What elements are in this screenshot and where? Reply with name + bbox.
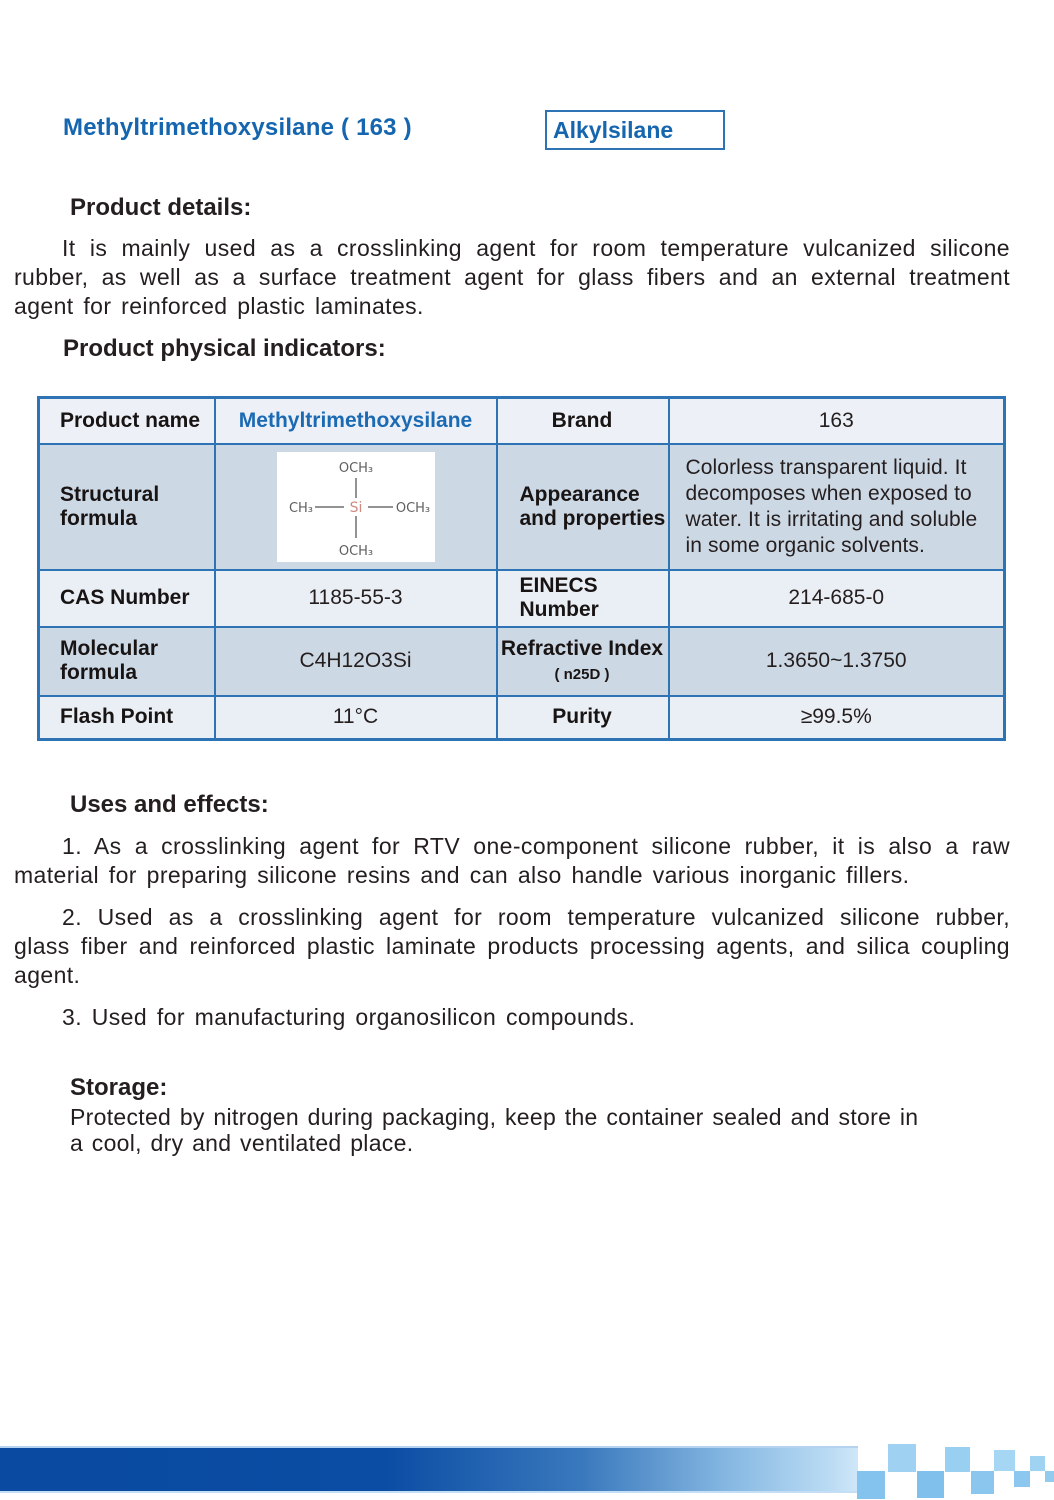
refractive-index-label <box>497 627 669 696</box>
structural-formula-cell <box>215 444 497 570</box>
refractive-index-label-text: Refractive Index <box>500 637 664 660</box>
purity-value: ≥99.5% <box>669 696 1005 740</box>
appearance-value: Colorless transparent liquid. It decomposes when exposed to water. It is irritating and soluble in some organic solvents. <box>669 444 1005 570</box>
section-heading-uses: Uses and effects: <box>70 791 269 818</box>
pixel-square <box>945 1447 970 1472</box>
section-heading-physical-indicators: Product physical indicators: <box>63 335 386 362</box>
uses-item-1: 1. As a crosslinking agent for RTV one-component silicone rubber, it is also a raw material for preparing silicone resins and can also handle various inorganic fillers. <box>14 833 1010 888</box>
section-heading-storage: Storage: <box>70 1074 168 1101</box>
molecular-formula-label: Molecular formula <box>39 627 215 696</box>
pixel-square <box>971 1471 994 1494</box>
table-row <box>39 570 1005 627</box>
bottom-decorative-bar <box>0 1446 858 1493</box>
einecs-number-value: 214-685-0 <box>669 570 1005 627</box>
appearance-label: Appearance and properties <box>497 444 669 570</box>
brand-label: Brand <box>497 398 669 444</box>
structural-formula-diagram <box>277 452 435 562</box>
molecular-formula-value: C4H12O3Si <box>215 627 497 696</box>
storage-text: Protected by nitrogen during packaging, keep the container sealed and store in a cool, dry and ventilated place. <box>70 1104 919 1156</box>
product-details-text: It is mainly used as a crosslinking agent for room temperature vulcanized silicone rubber, as well as a surface treatment agent for glass fibers and an external treatment agent for reinforced plastic laminates. <box>14 235 1010 319</box>
table-row <box>39 444 1005 570</box>
header <box>0 108 1054 158</box>
category-badge: Alkylsilane <box>545 110 725 150</box>
page-title: Methyltrimethoxysilane ( 163 ) <box>63 114 412 141</box>
cas-number-value: 1185-55-3 <box>215 570 497 627</box>
methyl-left-label: CH₃ <box>288 500 313 516</box>
flash-point-label: Flash Point <box>39 696 215 740</box>
product-name-label: Product name <box>39 398 215 444</box>
refractive-index-value: 1.3650~1.3750 <box>669 627 1005 696</box>
refractive-index-condition: ( n25D ) <box>554 666 610 683</box>
table-row <box>39 627 1005 696</box>
table-row <box>39 696 1005 740</box>
brand-value: 163 <box>669 398 1005 444</box>
uses-item-2: 2. Used as a crosslinking agent for room temperature vulcanized silicone rubber, glass fiber and reinforced plastic laminate products processing agents, and silica coupling agent. <box>14 904 1010 988</box>
purity-label: Purity <box>497 696 669 740</box>
methoxy-bottom-label: OCH₃ <box>338 543 373 559</box>
uses-item-3: 3. Used for manufacturing organosilicon compounds. <box>62 1004 636 1030</box>
pixel-square <box>888 1444 916 1472</box>
pixel-square <box>917 1471 944 1498</box>
methoxy-top-label: OCH₃ <box>338 460 373 476</box>
methoxy-right-label: OCH₃ <box>395 500 430 516</box>
silicon-atom-label: Si <box>349 499 362 516</box>
pixel-square <box>994 1450 1015 1471</box>
flash-point-value: 11°C <box>215 696 497 740</box>
product-name-value: Methyltrimethoxysilane <box>215 398 497 444</box>
section-heading-product-details: Product details: <box>70 194 252 221</box>
structural-formula-label: Structural formula <box>39 444 215 570</box>
cas-number-label: CAS Number <box>39 570 215 627</box>
einecs-number-label: EINECS Number <box>497 570 669 627</box>
pixel-square <box>857 1471 885 1499</box>
pixel-square <box>1030 1456 1045 1471</box>
pixel-square <box>1045 1471 1054 1482</box>
table-row <box>39 398 1005 444</box>
physical-indicators-table <box>37 396 1006 741</box>
pixel-square <box>1014 1471 1030 1487</box>
